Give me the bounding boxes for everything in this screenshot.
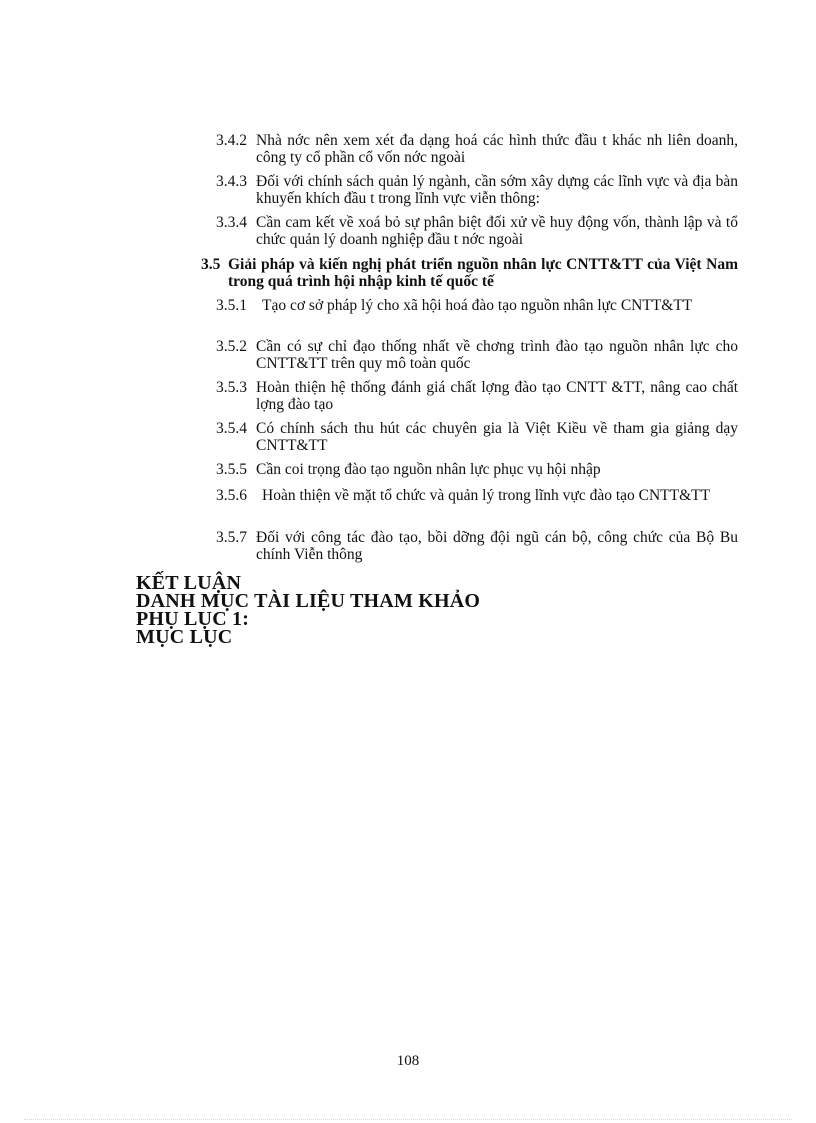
section-number: 3.5: [201, 256, 221, 273]
toc-entry-3-5-2: [216, 338, 738, 372]
toc-entry-3-3-4: [216, 214, 738, 248]
heading-conclusion: KẾT LUẬN: [136, 572, 242, 594]
entry-text: Nhà nớc nên xem xét đa dạng hoá các hình thức đầu t khác nh liên doanh, công ty cổ phần cổ vốn nớc ngoài: [256, 132, 738, 166]
heading-appendix-1: PHỤ LỤC 1:: [136, 608, 250, 630]
entry-number: 3.4.3: [216, 173, 247, 190]
page-number: 108: [396, 1053, 420, 1069]
toc-section-3-5: [201, 256, 738, 290]
toc-entry-3-4-3: [216, 173, 738, 207]
heading-table-of-contents: MỤC LỤC: [136, 626, 233, 648]
entry-text: Có chính sách thu hút các chuyên gia là Việt Kiều về tham gia giảng dạy CNTT&TT: [256, 420, 738, 454]
toc-entry-3-5-7: [216, 529, 738, 563]
entry-text: Cần cam kết về xoá bỏ sự phân biệt đối xử về huy động vốn, thành lập và tổ chức quản lý doanh nghiệp đầu t nớc ngoài: [256, 214, 738, 248]
section-title: Giải pháp và kiến nghị phát triển nguồn nhân lực CNTT&TT của Việt Nam trong quá trình hội nhập kinh tế quốc tế: [228, 256, 738, 290]
heading-references: DANH MỤC TÀI LIỆU THAM KHẢO: [136, 590, 481, 612]
entry-number: 3.4.2: [216, 132, 247, 149]
entry-number: 3.5.1: [216, 297, 247, 314]
entry-number: 3.5.7: [216, 529, 247, 546]
entry-text: Cần có sự chỉ đạo thống nhất về chơng trình đào tạo nguồn nhân lực cho CNTT&TT trên quy mô toàn quốc: [256, 338, 738, 372]
toc-entry-3-5-5: [216, 461, 738, 478]
entry-number: 3.5.3: [216, 379, 247, 396]
toc-entry-3-5-4: [216, 420, 738, 454]
entry-number: 3.5.2: [216, 338, 247, 355]
entry-number: 3.5.4: [216, 420, 247, 437]
entry-number: 3.5.5: [216, 461, 247, 478]
toc-entry-3-5-6: [216, 487, 738, 504]
entry-number: 3.5.6: [216, 487, 247, 504]
entry-number: 3.3.4: [216, 214, 247, 231]
entry-text: Cần coi trọng đào tạo nguồn nhân lực phục vụ hội nhập: [256, 461, 601, 478]
toc-entry-3-5-3: [216, 379, 738, 413]
toc-entry-3-5-1: [216, 297, 738, 314]
toc-entry-3-4-2: [216, 132, 738, 166]
entry-text: Hoàn thiện hệ thống đánh giá chất lợng đào tạo CNTT &TT, nâng cao chất lợng đào tạo: [256, 379, 738, 413]
entry-text: Đối với công tác đào tạo, bồi dỡng đội ngũ cán bộ, công chức của Bộ Bu chính Viễn thông: [256, 529, 738, 563]
page-edge-divider: [24, 1119, 792, 1120]
entry-text: Tạo cơ sở pháp lý cho xã hội hoá đào tạo nguồn nhân lực CNTT&TT: [262, 297, 693, 314]
entry-text: Đối với chính sách quản lý ngành, cần sớm xây dựng các lĩnh vực và địa bàn khuyến khích đầu t trong lĩnh vực viễn thông:: [256, 173, 738, 207]
entry-text: Hoàn thiện về mặt tổ chức và quản lý trong lĩnh vực đào tạo CNTT&TT: [262, 487, 711, 504]
